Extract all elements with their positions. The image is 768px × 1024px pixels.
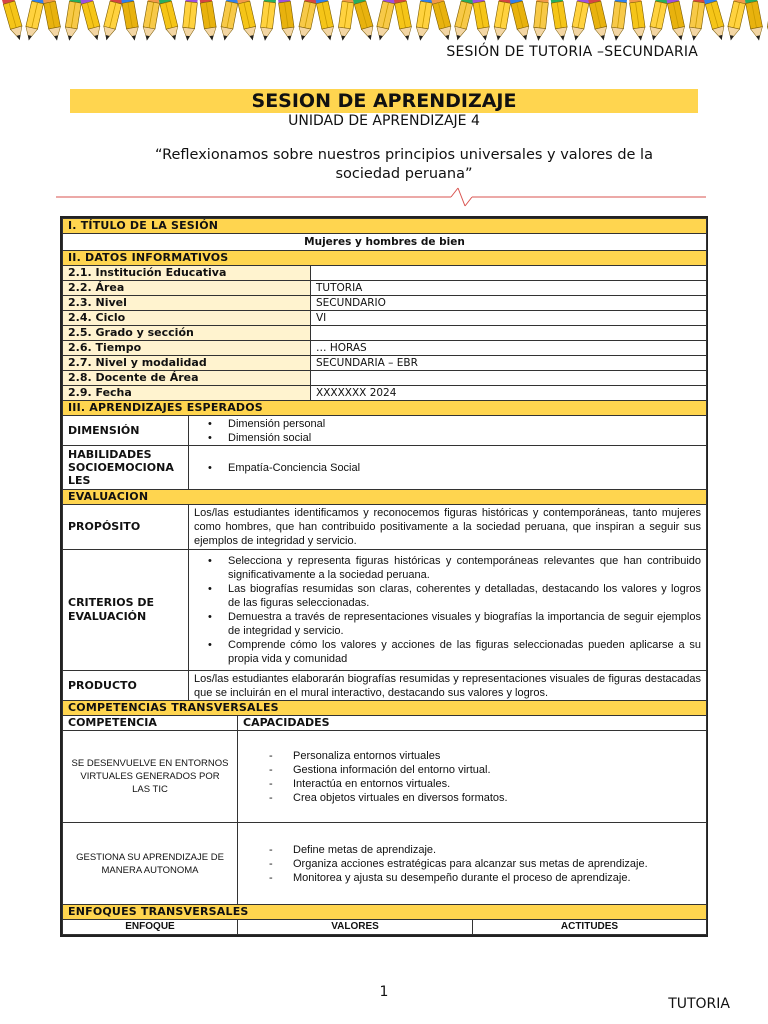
pencil-icon (101, 0, 124, 42)
proposito-label: PROPÓSITO (63, 505, 189, 550)
datos-value: VI (311, 311, 707, 326)
pencil-icon (374, 0, 396, 42)
datos-label: 2.4. Ciclo (63, 311, 311, 326)
datos-label: 2.9. Fecha (63, 386, 311, 401)
section-competencias: COMPETENCIAS TRANSVERSALES (63, 701, 707, 716)
criterios-label: CRITERIOS DE EVALUACIÓN (63, 550, 189, 671)
pencil-icon (315, 0, 337, 42)
datos-label: 2.6. Tiempo (63, 341, 311, 356)
pencil-icon (666, 0, 688, 42)
list-item: • Dimensión personal (208, 417, 701, 431)
pencil-icon (509, 0, 532, 42)
habilidades-list (189, 446, 707, 490)
competencia-head: COMPETENCIA (63, 716, 238, 731)
pencil-icon (63, 0, 82, 42)
capacidades-list (238, 823, 707, 905)
proposito-text: Los/las estudiantes identificamos y reconocemos figuras históricas y contemporáneas, tanto mujeres como hombres, que han contribuido positivamente a la sociedad peruana, que inspiran a seguir sus ejemplos de integridad y servicio. (189, 505, 707, 550)
list-item: • Comprende cómo los valores y acciones de las figuras seleccionadas pueden aplicarse a su propia vida y comunidad (208, 638, 701, 666)
pencil-icon (352, 0, 376, 42)
datos-label: 2.7. Nivel y modalidad (63, 356, 311, 371)
pencil-border-banner (0, 0, 768, 44)
habilidades-label: HABILIDADES SOCIOEMOCIONA LES (63, 446, 189, 490)
section-enfoques: ENFOQUES TRANSVERSALES (63, 905, 707, 920)
datos-label: 2.8. Docente de Área (63, 371, 311, 386)
datos-value: TUTORIA (311, 281, 707, 296)
pencil-icon (42, 0, 63, 42)
pencil-icon (628, 0, 646, 42)
datos-value (311, 326, 707, 341)
pencil-icon (141, 0, 161, 42)
pencil-icon (277, 0, 295, 42)
unit-subtitle: UNIDAD DE APRENDIZAJE 4 (288, 113, 480, 129)
list-item: - Gestiona información del entorno virtual. (269, 763, 701, 777)
producto-text: Los/las estudiantes elaborarán biografías resumidas y representaciones visuales de figuras destacadas que se incluirán en el mural interactivo, destacando sus valores y logros. (189, 671, 707, 701)
list-item: • Demuestra a través de representaciones visuales y biografías la importancia de seguir ejemplos de integridad y servicio. (208, 610, 701, 638)
capacidades-head: CAPACIDADES (238, 716, 707, 731)
pencil-icon (587, 0, 609, 42)
pencil-icon (199, 0, 218, 42)
datos-value: SECUNDARIA – EBR (311, 356, 707, 371)
session-title-value: Mujeres y hombres de bien (63, 234, 707, 251)
list-item: • Las biografías resumidas son claras, coherentes y detalladas, destacando los valores y logros de las figuras seleccionadas. (208, 582, 701, 610)
decorative-divider (56, 186, 706, 208)
pencil-icon (121, 0, 141, 42)
pencil-icon (550, 0, 569, 42)
list-item: • Dimensión social (208, 431, 701, 445)
list-item: - Crea objetos virtuales en diversos formatos. (269, 791, 701, 805)
page-number: 1 (379, 984, 389, 1000)
pencil-icon (647, 0, 669, 42)
datos-label: 2.2. Área (63, 281, 311, 296)
pencil-icon (393, 0, 414, 42)
pencil-icon (532, 0, 549, 42)
pencil-icon (744, 0, 765, 42)
pencil-icon (472, 0, 492, 42)
pencil-icon (337, 0, 355, 42)
list-item: - Define metas de aprendizaje. (269, 843, 701, 857)
section-evaluacion: EVALUACION (63, 490, 707, 505)
valores-head: VALORES (238, 920, 473, 935)
datos-label: 2.3. Nivel (63, 296, 311, 311)
pencil-icon (296, 0, 318, 42)
datos-value: SECUNDARIO (311, 296, 707, 311)
datos-value (311, 371, 707, 386)
pencil-icon (452, 0, 475, 42)
section-datos: II. DATOS INFORMATIVOS (63, 251, 707, 266)
pencil-icon (259, 0, 277, 42)
pencil-icon (181, 0, 198, 42)
datos-value: XXXXXXX 2024 (311, 386, 707, 401)
footer-label: TUTORIA (668, 996, 730, 1012)
page-title: SESION DE APRENDIZAJE (70, 89, 698, 113)
list-item: - Interactúa en entornos virtuales. (269, 777, 701, 791)
pencil-icon (236, 0, 258, 42)
pencil-icon (414, 0, 433, 42)
section-aprendizajes: III. APRENDIZAJES ESPERADOS (63, 401, 707, 416)
pencil-icon (430, 0, 454, 42)
pencil-icon (610, 0, 628, 42)
pencil-icon (23, 0, 45, 42)
producto-label: PRODUCTO (63, 671, 189, 701)
pencil-icon (158, 0, 181, 42)
list-item: - Personaliza entornos virtuales (269, 749, 701, 763)
competencia-name: SE DESENVUELVE EN ENTORNOS VIRTUALES GENERADOS POR LAS TIC (63, 731, 238, 823)
dimension-list (189, 416, 707, 446)
pencil-icon (688, 0, 706, 42)
pencil-icon (725, 0, 747, 42)
enfoque-head: ENFOQUE (63, 920, 238, 935)
list-item: - Organiza acciones estratégicas para alcanzar sus metas de aprendizaje. (269, 857, 701, 871)
competencia-name: GESTIONA SU APRENDIZAJE DE MANERA AUTONOMA (63, 823, 238, 905)
capacidades-list (238, 731, 707, 823)
pencil-icon (219, 0, 240, 42)
list-item: • Empatía-Conciencia Social (208, 461, 701, 475)
list-item: - Monitorea y ajusta su desempeño durante el proceso de aprendizaje. (269, 871, 701, 885)
datos-label: 2.1. Institución Educativa (63, 266, 311, 281)
pencil-icon (570, 0, 591, 42)
actitudes-head: ACTITUDES (473, 920, 707, 935)
datos-value (311, 266, 707, 281)
session-quote: “Reflexionamos sobre nuestros principios universales y valores de la sociedad peruana” (155, 147, 653, 182)
pencil-icon (1, 0, 25, 42)
section-title: I. TÍTULO DE LA SESIÓN (63, 219, 707, 234)
header-session-label: SESIÓN DE TUTORIA –SECUNDARIA (446, 44, 698, 60)
datos-value: … HORAS (311, 341, 707, 356)
datos-label: 2.5. Grado y sección (63, 326, 311, 341)
pencil-icon (703, 0, 727, 42)
pencil-icon (79, 0, 103, 42)
list-item: • Selecciona y representa figuras históricas y contemporáneas relevantes que han contribuido significativamente a la sociedad peruana. (208, 554, 701, 582)
criterios-list (189, 550, 707, 671)
pencil-icon (492, 0, 512, 42)
dimension-label: DIMENSIÓN (63, 416, 189, 446)
session-table (60, 216, 708, 937)
